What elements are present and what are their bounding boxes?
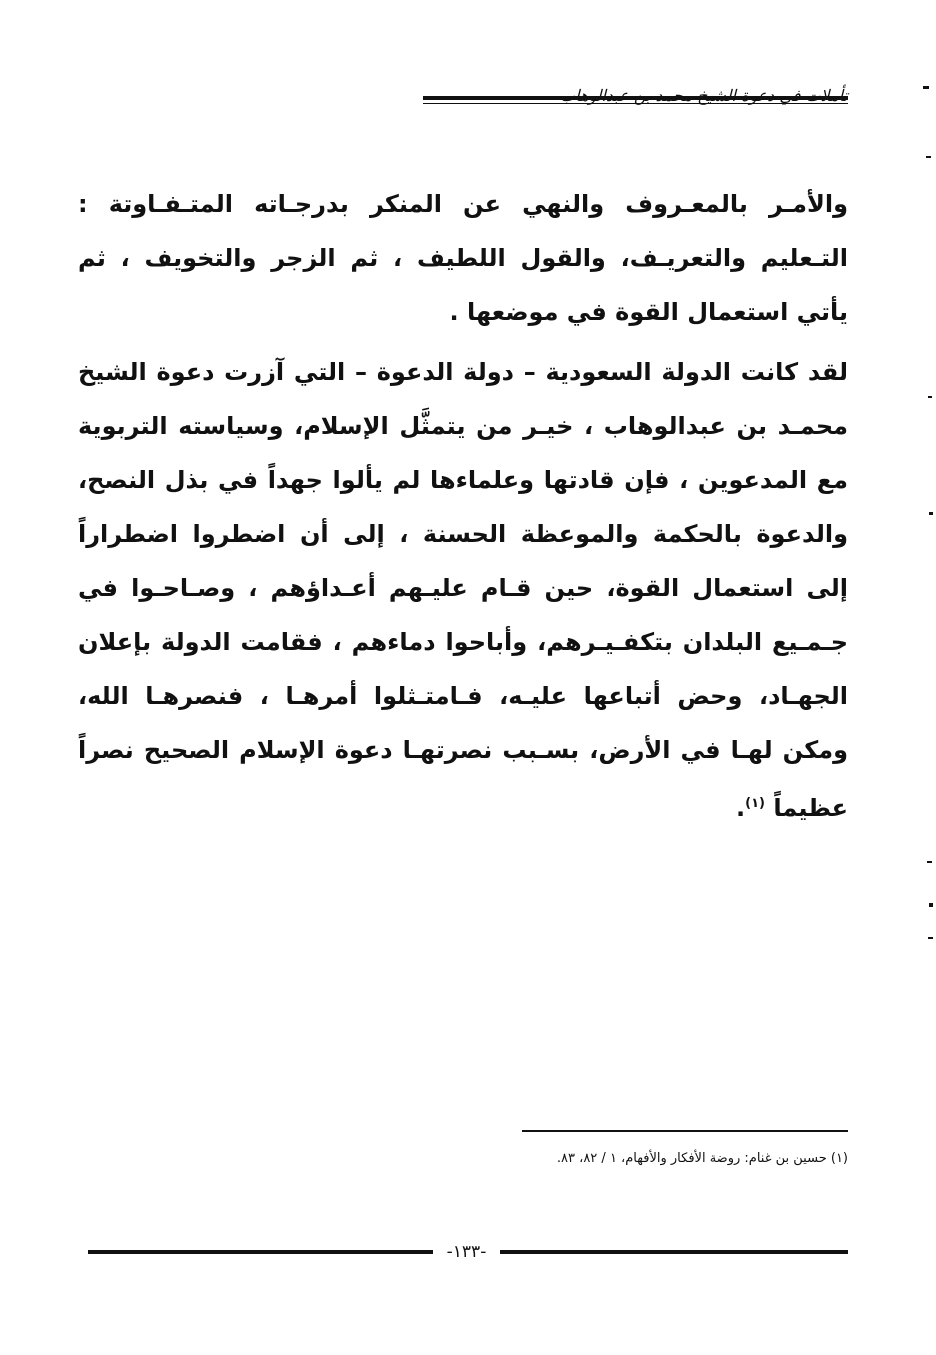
scan-mark	[928, 937, 933, 939]
scan-mark	[929, 512, 933, 515]
footnote-separator	[522, 1130, 848, 1132]
footnote: (١) حسين بن غنام: روضة الأفكار والأفهام، ١ / ٨٢، ٨٣.	[556, 1151, 848, 1166]
paragraph-1: والأمـر بالمعـروف والنهي عن المنكر بدرجـاته المتـفـاوتة : التـعليم والتعريـف، والقول اللطيف ، ثم الزجر والتخويف ، ثم يأتي استعمال القوة في موضعها .	[78, 190, 848, 326]
footnote-reference: (١)	[745, 796, 765, 811]
scan-mark	[928, 396, 932, 398]
page-footer	[88, 1240, 848, 1264]
scan-mark	[926, 156, 931, 158]
footer-rule-left	[88, 1250, 433, 1254]
scan-mark	[929, 903, 933, 907]
running-header	[78, 84, 848, 118]
paragraph-2-end: .	[736, 794, 746, 822]
scan-mark	[923, 86, 929, 89]
main-text	[78, 177, 848, 835]
paragraph-2-text: لقد كانت الدولة السعودية – دولة الدعوة – التي آزرت دعوة الشيخ محمـد بن عبدالوهاب ، خيـر من يتمثَّل الإسلام، وسياسته التربوية مع المدعوين ، فإن قادتها وعلماءها لم يألوا جهداً في بذل النصح، والدعوة بالحكمة والموعظة الحسنة ، إلى أن اضطروا اضطراراً إلى استعمال القوة، حين قـام عليـهم أعـداؤهم ، وصـاحـوا في جـمـيع البلدان بتكفـيـرهم، وأباحوا دماءهم ، فقامت الدولة بإعلان الجهـاد، وحض أتباعها عليـه، فـامتـثلوا أمرهـا ، فنصرهـا الله، ومكن لهـا في الأرض، بسـبب نصرتهـا دعوة الإسلام الصحيح نصراً عظيماً	[78, 358, 848, 822]
footer-rule-right	[500, 1250, 848, 1254]
header-rule-thin	[423, 103, 848, 104]
paragraph-2	[78, 345, 848, 835]
header-rule	[423, 96, 848, 100]
scan-mark	[927, 861, 932, 863]
page-number: -١٣٣-	[446, 1242, 487, 1262]
